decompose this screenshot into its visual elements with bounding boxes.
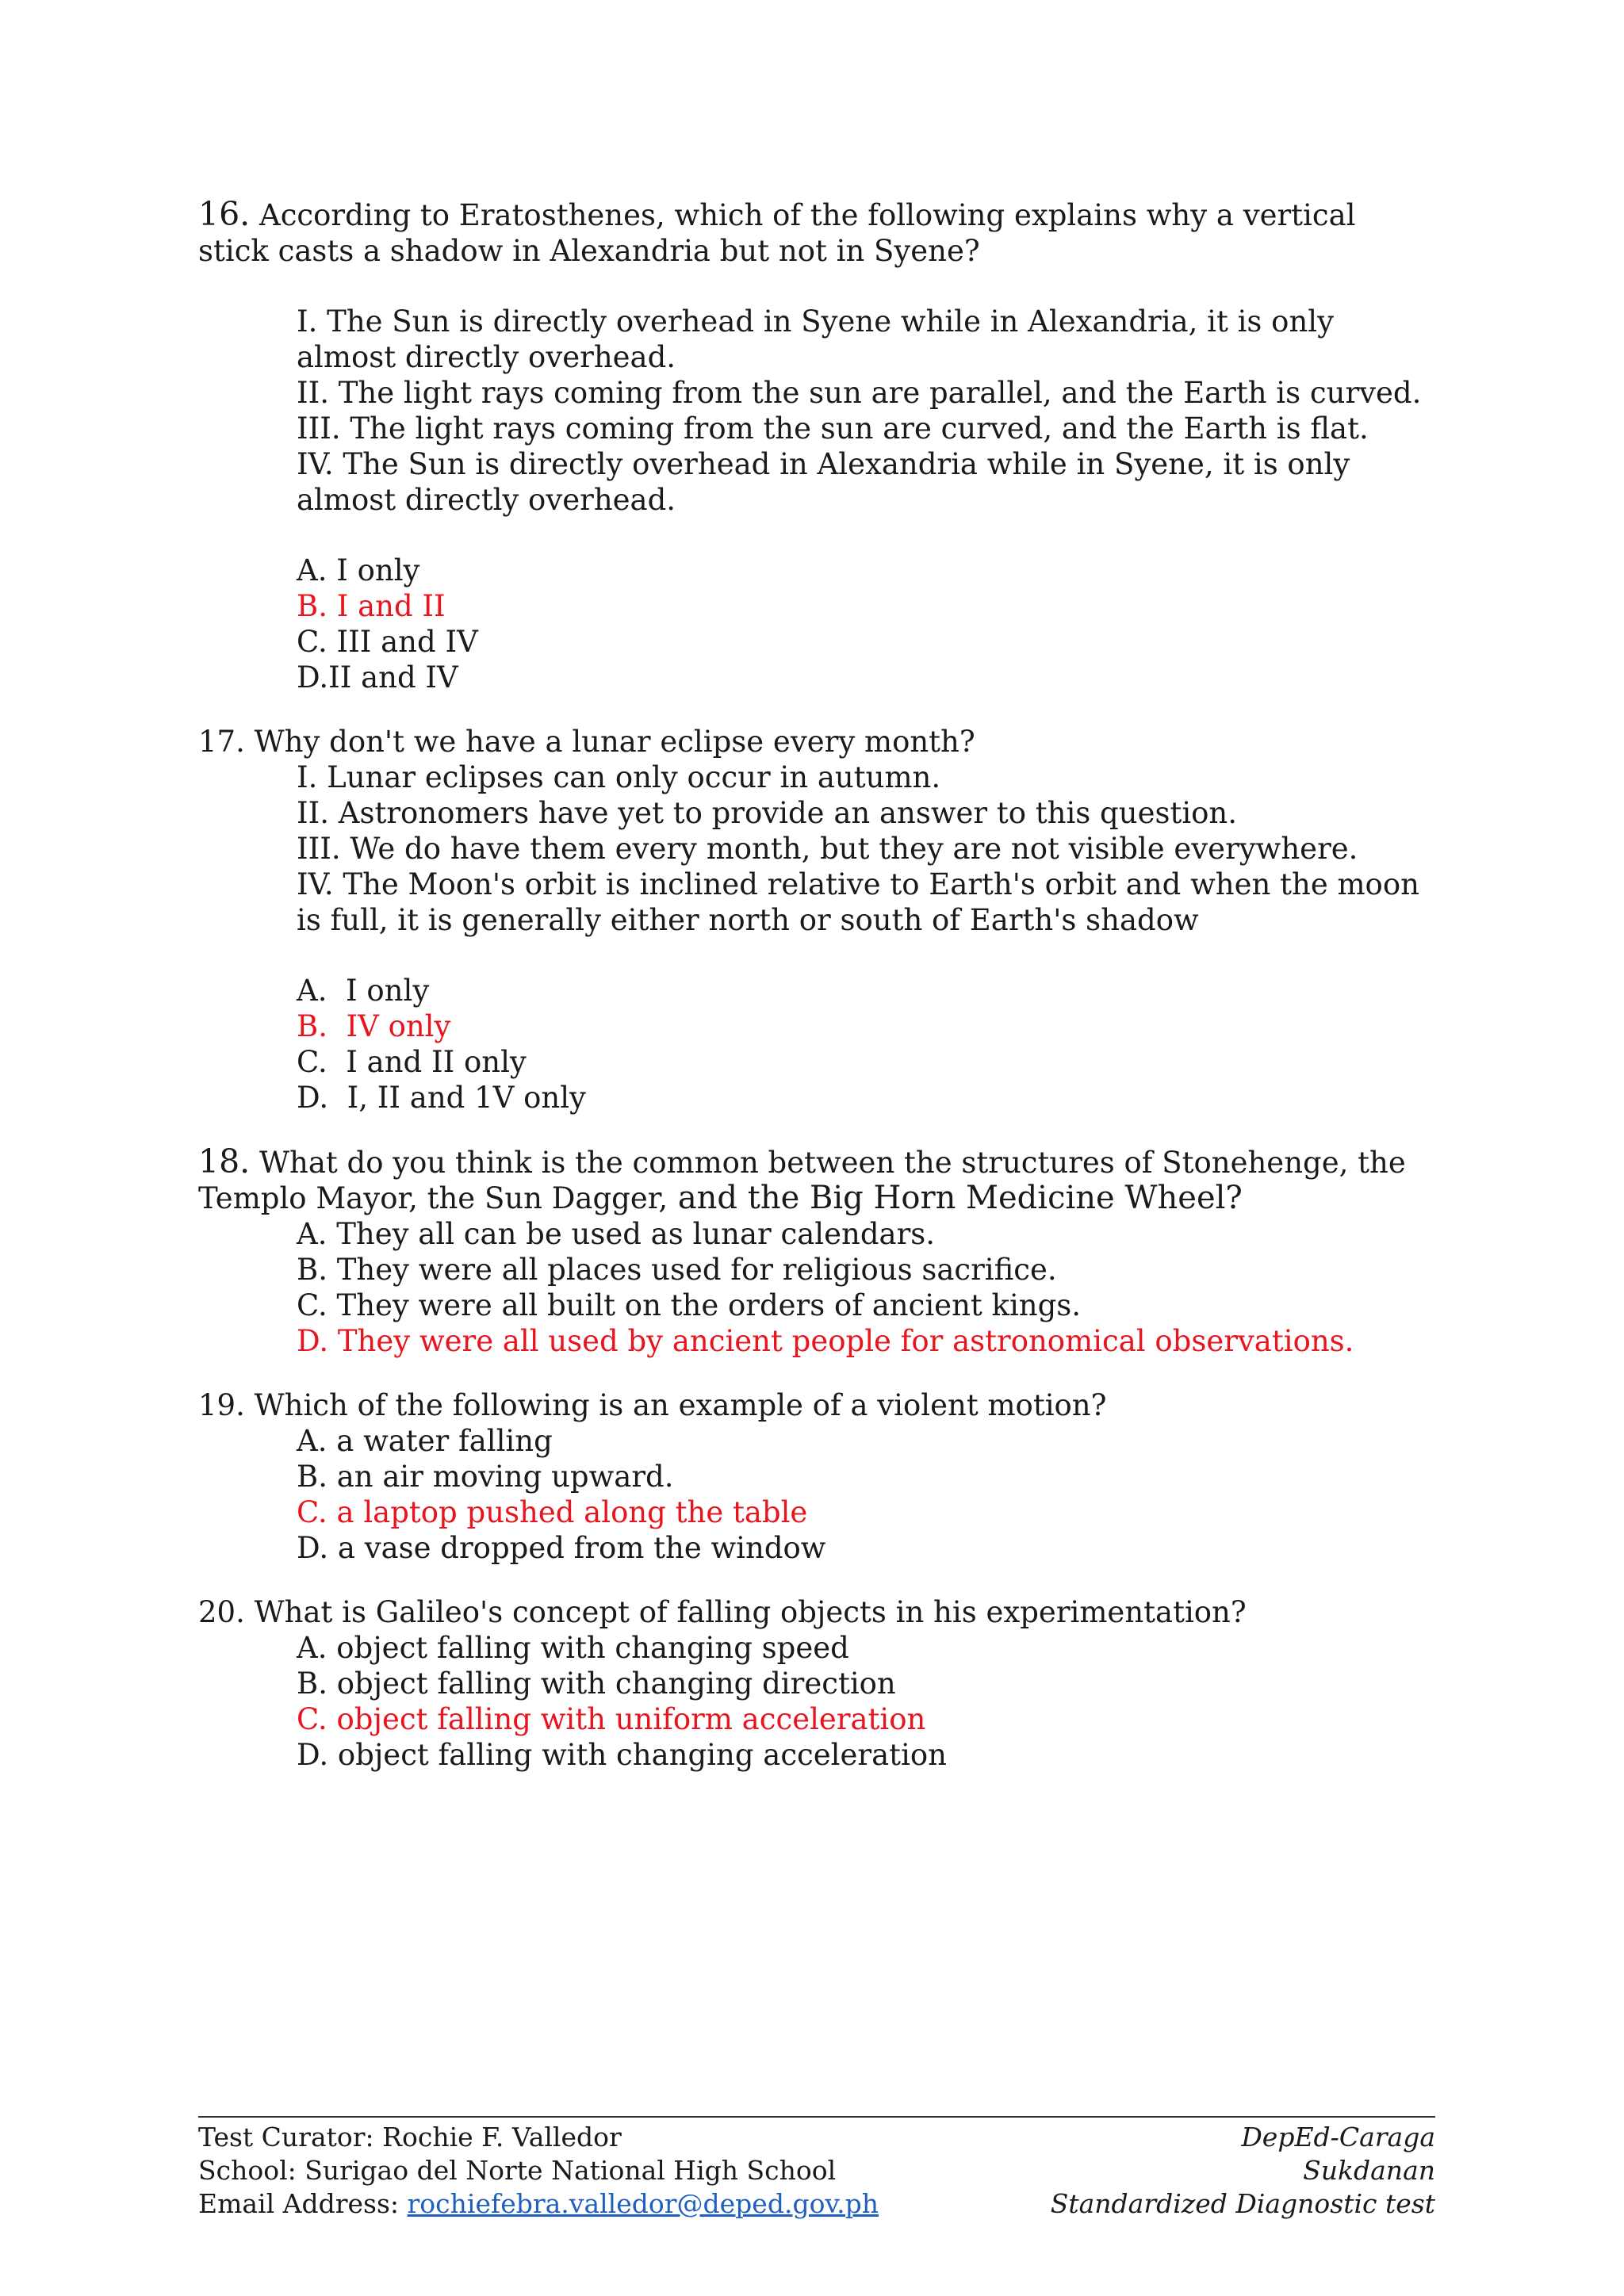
page-footer [198,2116,1435,2221]
option: B. object falling with changing direction [297,1667,896,1701]
option: C. III and IV [297,625,478,659]
option: D. a vase dropped from the window [297,1531,826,1565]
statement: IV. The Moon's orbit is inclined relative to Earth's orbit and when the moon is full, it is generally either north or south of Earth's shadow [297,867,1419,937]
statement: IV. The Sun is directly overhead in Alexandria while in Syene, it is only almost directly overhead. [297,447,1350,517]
option-list [297,1630,1435,1773]
document-page [198,197,1435,1801]
option: C. They were all built on the orders of ancient kings. [297,1288,1082,1322]
question-17 [198,724,1435,1115]
question-16 [198,197,1435,695]
question-stem [198,1387,1435,1423]
footer-row [198,2121,1435,2154]
option: B. an air moving upward. [297,1460,674,1494]
option-list [297,553,1435,695]
question-number: 16. [198,195,251,233]
option: D. I, II and 1V only [297,1081,586,1115]
option-correct: B. IV only [297,1009,451,1043]
statement: III. We do have them every month, but they are not visible everywhere. [297,832,1358,866]
option: A. I only [297,553,420,587]
question-text: According to Eratosthenes, which of the following explains why a vertical stick casts a shadow in Alexandria but not in Syene? [198,198,1356,268]
footer-email [198,2187,879,2221]
question-stem [198,1144,1435,1216]
question-stem [198,197,1435,269]
footer-school: School: Surigao del Norte National High School [198,2155,837,2186]
question-stem [198,724,1435,760]
question-text: What do you think is the common between the structures of Stonehenge, the Templo Mayor, the Sun Dagger, [198,1146,1406,1215]
question-number: 19. [198,1388,245,1422]
question-text: Which of the following is an example of a violent motion? [244,1388,1107,1422]
question-stem [198,1594,1435,1630]
option: C. I and II only [297,1045,527,1079]
option: D. object falling with changing acceleration [297,1738,947,1772]
option-correct: D. They were all used by ancient people for astronomical observations. [297,1324,1354,1358]
option-correct: B. I and II [297,589,446,623]
statement: I. The Sun is directly overhead in Syene while in Alexandria, it is only almost directly overhead. [297,304,1335,374]
option-list [297,973,1435,1115]
option: B. They were all places used for religious sacrifice. [297,1253,1057,1287]
footer-org: DepEd-Caraga [1241,2122,1435,2152]
footer-program: Sukdanan [1303,2155,1435,2186]
footer-curator: Test Curator: Rochie F. Valledor [198,2122,622,2152]
statement: II. The light rays coming from the sun are parallel, and the Earth is curved. [297,376,1422,410]
question-20 [198,1594,1435,1773]
option-correct: C. object falling with uniform acceleration [297,1702,926,1736]
footer-row [198,2154,1435,2187]
question-number: 20. [198,1595,245,1629]
option-correct: C. a laptop pushed along the table [297,1495,808,1529]
question-number: 18. [198,1142,251,1181]
email-link[interactable]: rochiefebra.valledor@deped.gov.ph [407,2188,879,2219]
option: A. They all can be used as lunar calendars. [297,1217,936,1251]
footer-row [198,2187,1435,2221]
question-text-tail: and the Big Horn Medicine Wheel? [668,1180,1243,1216]
option: A. a water falling [297,1424,553,1458]
option-list [297,1423,1435,1566]
question-text: Why don't we have a lunar eclipse every month? [244,725,975,759]
option: A. object falling with changing speed [297,1631,849,1665]
statement-list [297,760,1435,938]
question-19 [198,1387,1435,1566]
statement: II. Astronomers have yet to provide an answer to this question. [297,796,1238,830]
question-text: What is Galileo's concept of falling objects in his experimentation? [244,1595,1247,1629]
statement-list [297,304,1435,518]
footer-test-name: Standardized Diagnostic test [1050,2188,1435,2219]
footer-email-label: Email Address: [198,2188,408,2219]
question-18 [198,1144,1435,1359]
question-number: 17. [198,725,245,759]
statement: III. The light rays coming from the sun are curved, and the Earth is flat. [297,411,1369,446]
option: A. I only [297,974,430,1008]
option: D.II and IV [297,660,458,695]
statement: I. Lunar eclipses can only occur in autumn. [297,760,941,794]
option-list [297,1216,1435,1359]
